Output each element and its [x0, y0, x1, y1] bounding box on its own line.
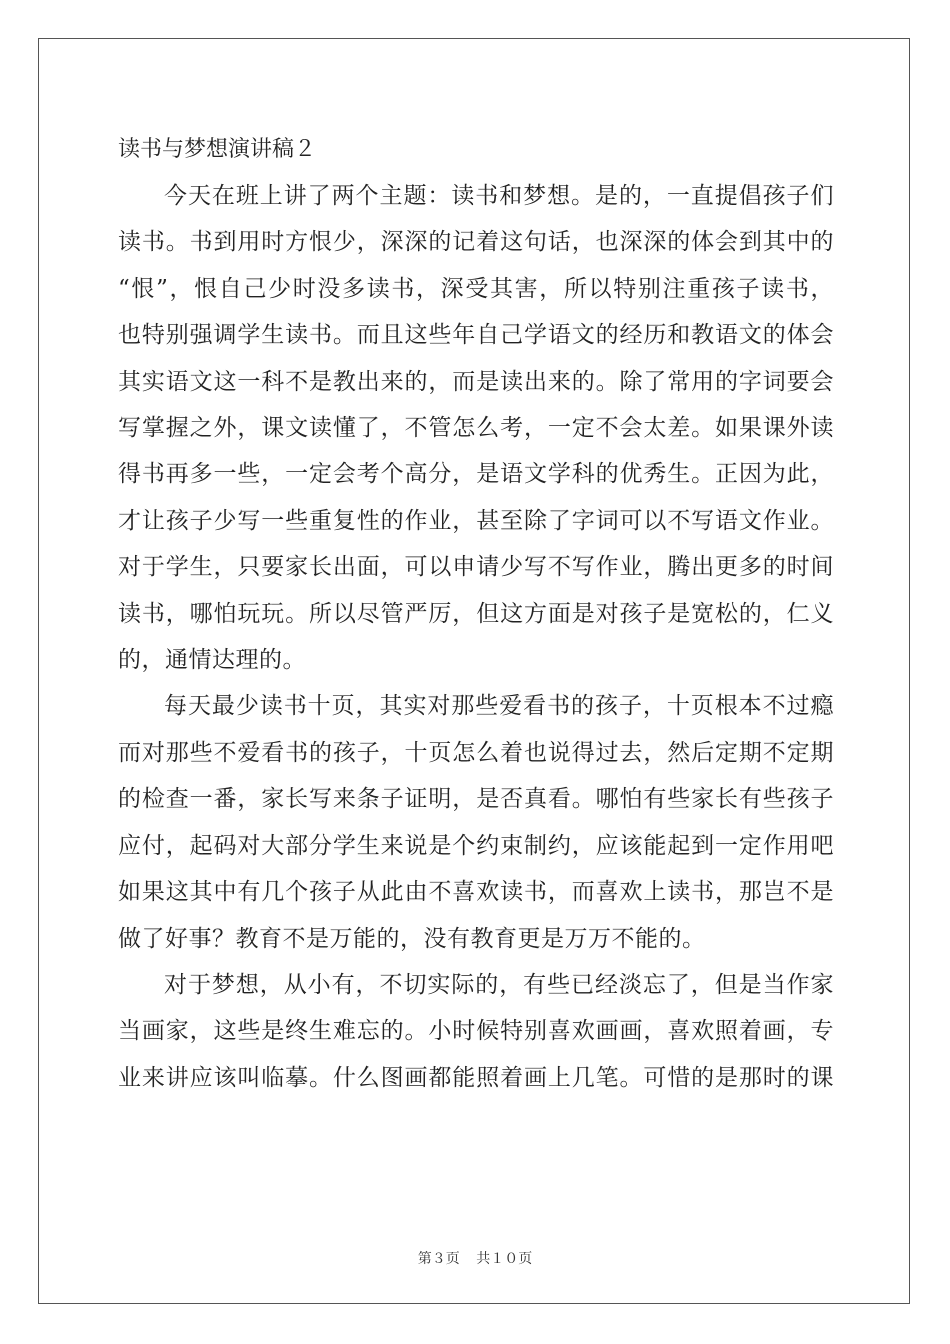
- text-line: 才让孩子少写一些重复性的作业，甚至除了字词可以不写语文作业。: [118, 507, 834, 534]
- text-line: 业来讲应该叫临摹。什么图画都能照着画上几笔。可惜的是那时的课: [118, 1064, 834, 1091]
- text-line: 今天在班上讲了两个主题：读书和梦想。是的，一直提倡孩子们: [164, 183, 834, 209]
- text-line: 应付，起码对大部分学生来说是个约束制约，应该能起到一定作用吧: [118, 832, 834, 859]
- paragraph: [118, 173, 834, 683]
- text-line: 如果这其中有几个孩子从此由不喜欢读书，而喜欢上读书，那岂不是: [118, 879, 834, 906]
- paragraph: [118, 683, 834, 961]
- text-line: 而对那些不爱看书的孩子，十页怎么着也说得过去，然后定期不定期: [118, 739, 834, 766]
- text-line: “恨”，恨自己少时没多读书，深受其害，所以特别注重孩子读书，: [118, 275, 834, 302]
- text-line: 读书。书到用时方恨少，深深的记着这句话，也深深的体会到其中的: [118, 229, 834, 256]
- text-line: 对于梦想，从小有，不切实际的，有些已经淡忘了，但是当作家: [164, 971, 834, 998]
- text-line: 也特别强调学生读书。而且这些年自己学语文的经历和教语文的体会: [118, 322, 834, 349]
- text-line: 每天最少读书十页，其实对那些爱看书的孩子，十页根本不过瘾: [164, 693, 834, 720]
- paragraph-container: [118, 173, 834, 1101]
- page-number: 第３页: [417, 1251, 460, 1267]
- text-line: 的，通情达理的。: [118, 647, 306, 674]
- page-total: 共１０页: [476, 1251, 533, 1267]
- document-body: [118, 127, 834, 1101]
- page-footer: [0, 1248, 950, 1268]
- text-line: 写掌握之外，课文读懂了，不管怎么考，一定不会太差。如果课外读: [118, 415, 834, 442]
- text-line: 读书，哪怕玩玩。所以尽管严厉，但这方面是对孩子是宽松的，仁义: [118, 600, 834, 627]
- text-line: 的检查一番，家长写来条子证明，是否真看。哪怕有些家长有些孩子: [118, 786, 834, 813]
- text-line: 做了好事？教育不是万能的，没有教育更是万万不能的。: [118, 925, 706, 952]
- text-line: 对于学生，只要家长出面，可以申请少写不写作业，腾出更多的时间: [118, 554, 834, 581]
- text-line: 得书再多一些，一定会考个高分，是语文学科的优秀生。正因为此，: [118, 461, 834, 488]
- text-line: 当画家，这些是终生难忘的。小时候特别喜欢画画，喜欢照着画，专: [118, 1018, 834, 1045]
- paragraph: [118, 962, 834, 1101]
- text-line: 其实语文这一科不是教出来的，而是读出来的。除了常用的字词要会: [118, 368, 834, 395]
- document-title: 读书与梦想演讲稿２: [118, 137, 317, 162]
